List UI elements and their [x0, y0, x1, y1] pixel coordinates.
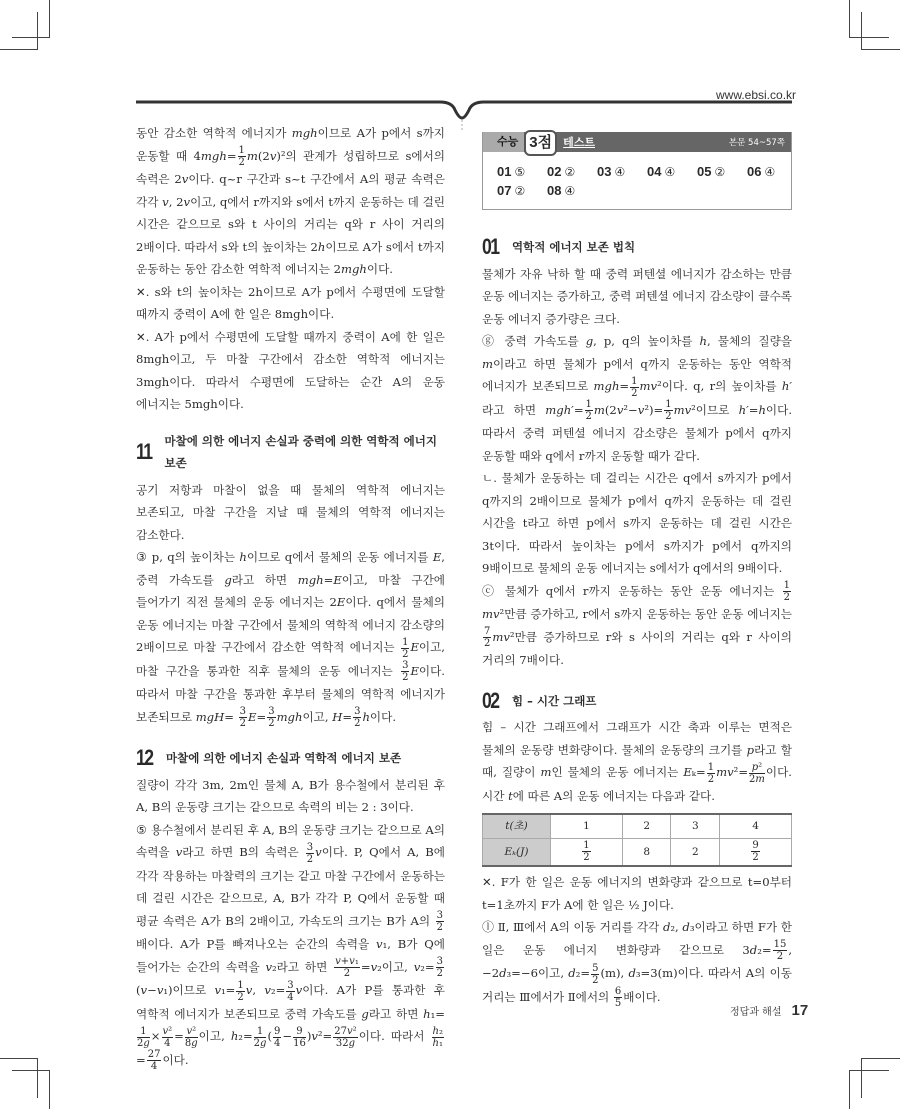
section-number: 01 [482, 234, 499, 259]
answer-item: 03 ④ [597, 164, 626, 179]
table-cell: 4 [720, 814, 792, 838]
section-01-heading [482, 236, 792, 259]
table-header: Eₖ(J) [483, 838, 551, 866]
kinetic-energy-table [482, 813, 792, 867]
section-11-heading [136, 430, 445, 475]
choice-c-text: ✕. A가 p에서 수평면에 도달할 때까지 중력이 A에 한 일은 8mgh이고, 두 마찰 구간에서 감소한 역학적 에너지는 3mgh이다. 따라서 수평면에 도달하는 순간 A의 운동 에너지는 5mgh이다. [136, 329, 445, 411]
section-12-answer: ⑤ 용수철에서 분리된 후 A, B의 운동량 크기는 같으므로 A의 속력을 v라고 하면 B의 속력은 $\frac{3}{2}$ v이다. P, Q에서 A, B에 각각 작용하는 마찰력의 크기는 같고 마찰 구간에서 운동하는 데 걸린 시간은 같으므로, A, B가 각각 P, Q에서 운동할 때 평균 속력은 A가 B의 2배이고, 가속도의 크기는 B가 A의 $\frac{3}{2}$ 배이다. A가 P를 빠져나오는 순간의 속력을 v₁, B가 Q에 들어가는 순간의 속력을 v₂라고 하면 $\frac{\text{v+v₁}}{2}$ =v₂이고, v₂= $\frac{3}{2}$ (v−v₁)이므로 v₁= $\frac{1}{2}$ v, v₂= $\frac{3}{4}$ v이다. A가 P를 통과한 후 역학적 에너지가 보존되므로 중력 가속도를 g라고 하면 h₁= $\frac{1}{2g}$ × $\frac{\text{v²}}{4}$ = $\frac{\text{v²}}{8g}$ 이고, h₂= $\frac{1}{2g}$ ( $\frac{9}{4}$ − $\frac{9}{16}$ )v²= $\frac{\text{27v²}}{32g}$ 이다. 따라서 $\frac{\text{h₂}}{\text{h₁}}$ = $\frac{27}{4}$ 이다. [136, 822, 445, 1072]
answer-list [483, 152, 791, 198]
section-number: 02 [482, 687, 499, 713]
section-title: 마찰에 의한 에너지 손실과 역학적 에너지 보존 [166, 751, 402, 765]
section-title: 힘 – 시간 그래프 [512, 693, 597, 708]
answer-key-box [482, 132, 792, 210]
table-cell: 1 [551, 814, 623, 838]
points-label: 3점 [524, 130, 557, 156]
crop-mark-bl-2 [0, 1058, 38, 1098]
table-cell: $\frac{9}{2}$ [720, 838, 792, 866]
test-label: 테스트 [563, 136, 595, 149]
section-02-intro: 힘 – 시간 그래프에서 그래프가 시간 축과 이루는 면적은 물체의 운동량 변화량이다. 물체의 운동량의 크기를 p라고 할 때, 질량이 m인 물체의 운동 에너지는 Eₖ= $\frac{1}{2}$ mv²= $\frac{\text{p²}}{2m}$ 이다. 시간 t에 따른 A의 운동 에너지는 다음과 같다. [482, 720, 792, 803]
section-12-heading [136, 747, 445, 770]
section-12-intro: 질량이 각각 3m, 2m인 물체 A, B가 용수철에서 분리된 후 A, B의 운동량 크기는 같으므로 속력의 비는 2 : 3이다. [136, 777, 445, 814]
section-number: 12 [136, 745, 153, 770]
choice-n2-text: ⓛ Ⅱ, Ⅲ에서 A의 이동 거리를 각각 d₂, d₃이라고 하면 F가 한 일은 운동 에너지 변화량과 같으므로 3d₂= $\frac{15}{2}$ , −2d₃=−6이고, d₂= $\frac{5}{2}$ (m), d₃=3(m)이다. 따라서 A의 이동 거리는 Ⅲ에서가 Ⅱ에서의 $\frac{6}{5}$ 배이다. [482, 920, 792, 1009]
solution-10-text: 동안 감소한 역학적 에너지가 mgh이므로 A가 p에서 s까지 운동할 때 4mgh= $\frac{1}{2}$ m(2v)²의 관계가 성립하므로 s에서의 속력은 2v이다. q~r 구간과 s~t 구간에서 A의 평균 속력은 각각 v, 2v이고, q에서 r까지와 s에서 t까지 운동하는 데 걸린 시간은 같으므로 s와 t 사이의 거리는 q와 r 사이 거리의 2배이다. 따라서 s와 t의 높이차는 2h이므로 A가 s에서 t까지 운동하는 동안 감소한 역학적 에너지는 2mgh이다. [136, 126, 446, 276]
right-column [482, 232, 792, 1009]
section-title: 역학적 에너지 보존 법칙 [512, 240, 636, 254]
choice-x-text: ✕. F가 한 일은 운동 에너지의 변화량과 같으므로 t=0부터 t=1초까지 F가 A에 한 일은 ½ J이다. [482, 875, 792, 912]
table-cell: 3 [671, 814, 720, 838]
table-cell: 8 [622, 838, 671, 866]
answer-item: 05 ② [697, 164, 726, 179]
section-number: 11 [136, 438, 152, 464]
page-range: 본문 54~57쪽 [728, 138, 785, 148]
crop-mark-br-2 [861, 1058, 900, 1098]
answer-item: 07 ② [497, 183, 526, 198]
left-column [136, 122, 445, 1072]
table-row [483, 814, 792, 838]
page-number: 17 [791, 1002, 809, 1019]
header-divider [0, 0, 900, 130]
site-url[interactable]: www.ebsi.co.kr [716, 88, 797, 102]
suneung-label: 수능 [483, 132, 524, 152]
answer-item: 02 ② [547, 164, 576, 179]
answer-item: 08 ④ [547, 183, 576, 198]
section-title: 마찰에 의한 에너지 손실과 중력에 의한 역학적 에너지 보존 [164, 433, 437, 470]
table-cell: $\frac{1}{2}$ [551, 838, 623, 866]
table-header: t(초) [483, 814, 551, 838]
section-02-heading [482, 687, 792, 713]
page-footer [730, 1002, 808, 1019]
choice-n-text: ㄴ. 물체가 운동하는 데 걸리는 시간은 q에서 s까지가 p에서 q까지의 2배이므로 물체가 p에서 q까지 운동하는 데 걸린 시간을 t라고 하면 p에서 s까지 운동하는 데 걸린 시간은 3t이다. 따라서 높이차는 p에서 s까지가 p에서 q까지의 9배이므로 물체의 운동 에너지는 s에서가 q에서의 9배이다. [482, 471, 792, 575]
table-cell: 2 [622, 814, 671, 838]
footer-label: 정답과 해설 [730, 1007, 782, 1018]
section-11-intro: 공기 저항과 마찰이 없을 때 물체의 역학적 에너지는 보존되고, 마찰 구간을 지날 때 물체의 역학적 에너지는 감소한다. [136, 482, 445, 542]
table-cell: 2 [671, 838, 720, 866]
choice-l-text: ✕. s와 t의 높이차는 2h이므로 A가 p에서 수평면에 도달할 때까지 중력이 A에 한 일은 8mgh이다. [136, 284, 445, 321]
table-row [483, 838, 792, 866]
answer-item: 04 ④ [647, 164, 676, 179]
section-01-intro: 물체가 자유 낙하 할 때 중력 퍼텐셜 에너지가 감소하는 만큼 운동 에너지는 증가하고, 중력 퍼텐셜 에너지 감소량이 클수록 운동 에너지 증가량은 크다. [482, 266, 792, 326]
section-11-answer: ③ p, q의 높이차는 h이므로 q에서 물체의 운동 에너지를 E, 중력 가속도를 g라고 하면 mgh=E이고, 마찰 구간에 들어가기 직전 물체의 운동 에너지는 2E이다. q에서 물체의 운동 에너지는 마찰 구간에서 물체의 역학적 에너지 감소량의 2배이므로 마찰 구간에서 감소한 역학적 에너지는 $\frac{1}{2}$ E이고, 마찰 구간을 통과한 직후 물체의 운동 에너지는 $\frac{3}{2}$ E이다. 따라서 마찰 구간을 통과한 후부터 물체의 역학적 에너지가 보존되므로 mgH= $\frac{3}{2}$ E= $\frac{3}{2}$ mgh이고, H= $\frac{3}{2}$ h이다. [136, 550, 445, 729]
choice-g-text: ⓖ 중력 가속도를 g, p, q의 높이차를 h, 물체의 질량을 m이라고 하면 물체가 p에서 q까지 운동하는 동안 역학적 에너지가 보존되므로 mgh= $\frac{1}{2}$ mv²이다. q, r의 높이차를 h′라고 하면 mgh′= $\frac{1}{2}$ m(2v²−v²)= $\frac{1}{2}$ mv²이므로 h′=h이다. 따라서 중력 퍼텐셜 에너지 감소량은 물체가 p에서 q까지 운동할 때와 q에서 r까지 운동할 때가 같다. [482, 334, 793, 463]
choice-d-text: ⓒ 물체가 q에서 r까지 운동하는 동안 운동 에너지는 $\frac{1}{2}$ mv²만큼 증가하고, r에서 s까지 운동하는 동안 운동 에너지는 $\frac{7}{2}$ mv²만큼 증가하므로 r와 s 사이의 거리는 q와 r 사이의 거리의 7배이다. [482, 580, 792, 667]
answer-key-header [483, 132, 791, 152]
answer-item: 01 ⑤ [497, 164, 526, 179]
answer-item: 06 ④ [747, 164, 776, 179]
